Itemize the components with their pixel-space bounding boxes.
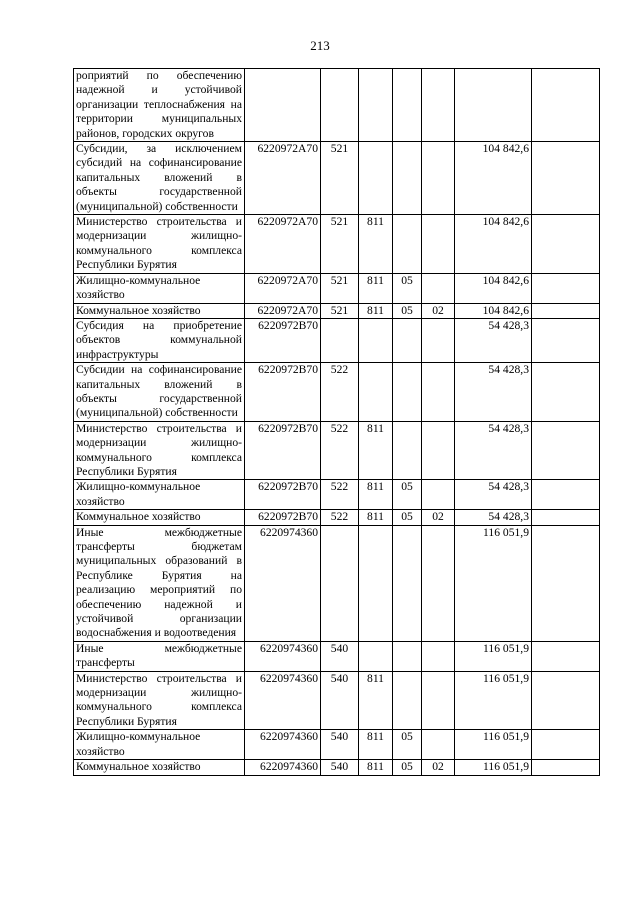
row-name-cell: Жилищно-коммунальное хозяйство [74,480,245,510]
subsection-cell: 02 [422,760,455,775]
expense-type-cell: 521 [321,142,359,215]
target-code-cell: 6220974360 [245,760,321,775]
extra-cell [532,142,600,215]
extra-cell [532,480,600,510]
section-cell [393,142,422,215]
target-code-cell: 6220972B70 [245,363,321,422]
target-code-cell: 6220974360 [245,730,321,760]
amount-cell: 116 051,9 [455,671,532,730]
table-row [74,318,600,362]
table-row [74,641,600,671]
extra-cell [532,303,600,318]
row-name-cell: Иные межбюджетные трансферты [74,641,245,671]
subsection-cell [422,641,455,671]
extra-cell [532,641,600,671]
target-code-cell: 6220974360 [245,671,321,730]
expense-type-cell: 540 [321,730,359,760]
expense-type-cell [321,318,359,362]
expense-type-cell: 540 [321,671,359,730]
section-cell [393,641,422,671]
subsection-cell [422,363,455,422]
subsection-cell: 02 [422,303,455,318]
row-name-cell: Министерство строительства и модернизации жилищно-коммунального комплекса Республики Бурятия [74,421,245,480]
extra-cell [532,671,600,730]
expense-type-cell [321,69,359,142]
expense-type-cell: 540 [321,760,359,775]
target-code-cell: 6220972B70 [245,421,321,480]
amount-cell: 54 428,3 [455,510,532,525]
expense-type-cell: 522 [321,421,359,480]
subsection-cell [422,273,455,303]
amount-cell: 116 051,9 [455,730,532,760]
row-name-cell: Субсидии на софинансирование капитальных вложений в объекты государственной (муниципальной) собственности [74,363,245,422]
budget-table [73,68,600,776]
section-cell: 05 [393,480,422,510]
section-cell: 05 [393,760,422,775]
section-cell: 05 [393,303,422,318]
ministry-code-cell: 811 [359,671,393,730]
subsection-cell [422,318,455,362]
ministry-code-cell: 811 [359,421,393,480]
table-row [74,142,600,215]
amount-cell: 116 051,9 [455,525,532,641]
expense-type-cell: 540 [321,641,359,671]
row-name-cell: Коммунальное хозяйство [74,303,245,318]
table-row [74,273,600,303]
amount-cell: 116 051,9 [455,760,532,775]
row-name-cell: Жилищно-коммунальное хозяйство [74,273,245,303]
extra-cell [532,730,600,760]
row-name-cell: Субсидия на приобретение объектов коммунальной инфраструктуры [74,318,245,362]
amount-cell [455,69,532,142]
target-code-cell: 6220974360 [245,525,321,641]
table-row [74,363,600,422]
row-name-cell: Иные межбюджетные трансферты бюджетам муниципальных образований в Республике Бурятия на реализацию мероприятий по обеспечению надежной и устойчивой организации водоснабжения и водоотведения [74,525,245,641]
target-code-cell: 6220972B70 [245,480,321,510]
row-name-cell: роприятий по обеспечению надежной и устойчивой организации теплоснабжения на территории муниципальных районов, городских округов [74,69,245,142]
amount-cell: 116 051,9 [455,641,532,671]
table-row [74,730,600,760]
row-name-cell: Министерство строительства и модернизации жилищно-коммунального комплекса Республики Бурятия [74,215,245,274]
ministry-code-cell: 811 [359,760,393,775]
subsection-cell [422,215,455,274]
subsection-cell [422,671,455,730]
subsection-cell [422,525,455,641]
extra-cell [532,525,600,641]
row-name-cell: Коммунальное хозяйство [74,760,245,775]
ministry-code-cell: 811 [359,480,393,510]
ministry-code-cell [359,641,393,671]
ministry-code-cell [359,363,393,422]
section-cell: 05 [393,730,422,760]
expense-type-cell: 521 [321,273,359,303]
table-row [74,671,600,730]
expense-type-cell: 522 [321,363,359,422]
subsection-cell [422,421,455,480]
amount-cell: 104 842,6 [455,142,532,215]
table-row [74,525,600,641]
extra-cell [532,421,600,480]
target-code-cell: 6220974360 [245,641,321,671]
ministry-code-cell: 811 [359,510,393,525]
target-code-cell [245,69,321,142]
expense-type-cell: 522 [321,510,359,525]
section-cell [393,69,422,142]
table-row [74,480,600,510]
table-row [74,510,600,525]
extra-cell [532,363,600,422]
ministry-code-cell [359,142,393,215]
target-code-cell: 6220972A70 [245,142,321,215]
table-row [74,760,600,775]
amount-cell: 54 428,3 [455,421,532,480]
amount-cell: 104 842,6 [455,273,532,303]
ministry-code-cell [359,69,393,142]
section-cell [393,318,422,362]
table-row [74,303,600,318]
subsection-cell [422,480,455,510]
expense-type-cell: 521 [321,303,359,318]
row-name-cell: Субсидии, за исключением субсидий на софинансирование капитальных вложений в объекты государственной (муниципальной) собственности [74,142,245,215]
ministry-code-cell [359,525,393,641]
ministry-code-cell [359,318,393,362]
ministry-code-cell: 811 [359,730,393,760]
subsection-cell [422,69,455,142]
extra-cell [532,273,600,303]
target-code-cell: 6220972B70 [245,318,321,362]
section-cell: 05 [393,510,422,525]
page-number: 213 [310,38,330,53]
ministry-code-cell: 811 [359,273,393,303]
extra-cell [532,69,600,142]
extra-cell [532,215,600,274]
amount-cell: 54 428,3 [455,480,532,510]
section-cell [393,671,422,730]
target-code-cell: 6220972A70 [245,303,321,318]
expense-type-cell [321,525,359,641]
expense-type-cell: 522 [321,480,359,510]
amount-cell: 104 842,6 [455,215,532,274]
amount-cell: 104 842,6 [455,303,532,318]
row-name-cell: Жилищно-коммунальное хозяйство [74,730,245,760]
section-cell [393,421,422,480]
table-body [74,69,600,776]
subsection-cell [422,142,455,215]
ministry-code-cell: 811 [359,215,393,274]
subsection-cell [422,730,455,760]
amount-cell: 54 428,3 [455,363,532,422]
subsection-cell: 02 [422,510,455,525]
extra-cell [532,510,600,525]
ministry-code-cell: 811 [359,303,393,318]
section-cell [393,215,422,274]
section-cell [393,363,422,422]
section-cell [393,525,422,641]
table-row [74,215,600,274]
expense-type-cell: 521 [321,215,359,274]
target-code-cell: 6220972A70 [245,215,321,274]
table-row [74,69,600,142]
section-cell: 05 [393,273,422,303]
extra-cell [532,760,600,775]
row-name-cell: Коммунальное хозяйство [74,510,245,525]
amount-cell: 54 428,3 [455,318,532,362]
row-name-cell: Министерство строительства и модернизации жилищно-коммунального комплекса Республики Бурятия [74,671,245,730]
target-code-cell: 6220972A70 [245,273,321,303]
extra-cell [532,318,600,362]
target-code-cell: 6220972B70 [245,510,321,525]
table-row [74,421,600,480]
